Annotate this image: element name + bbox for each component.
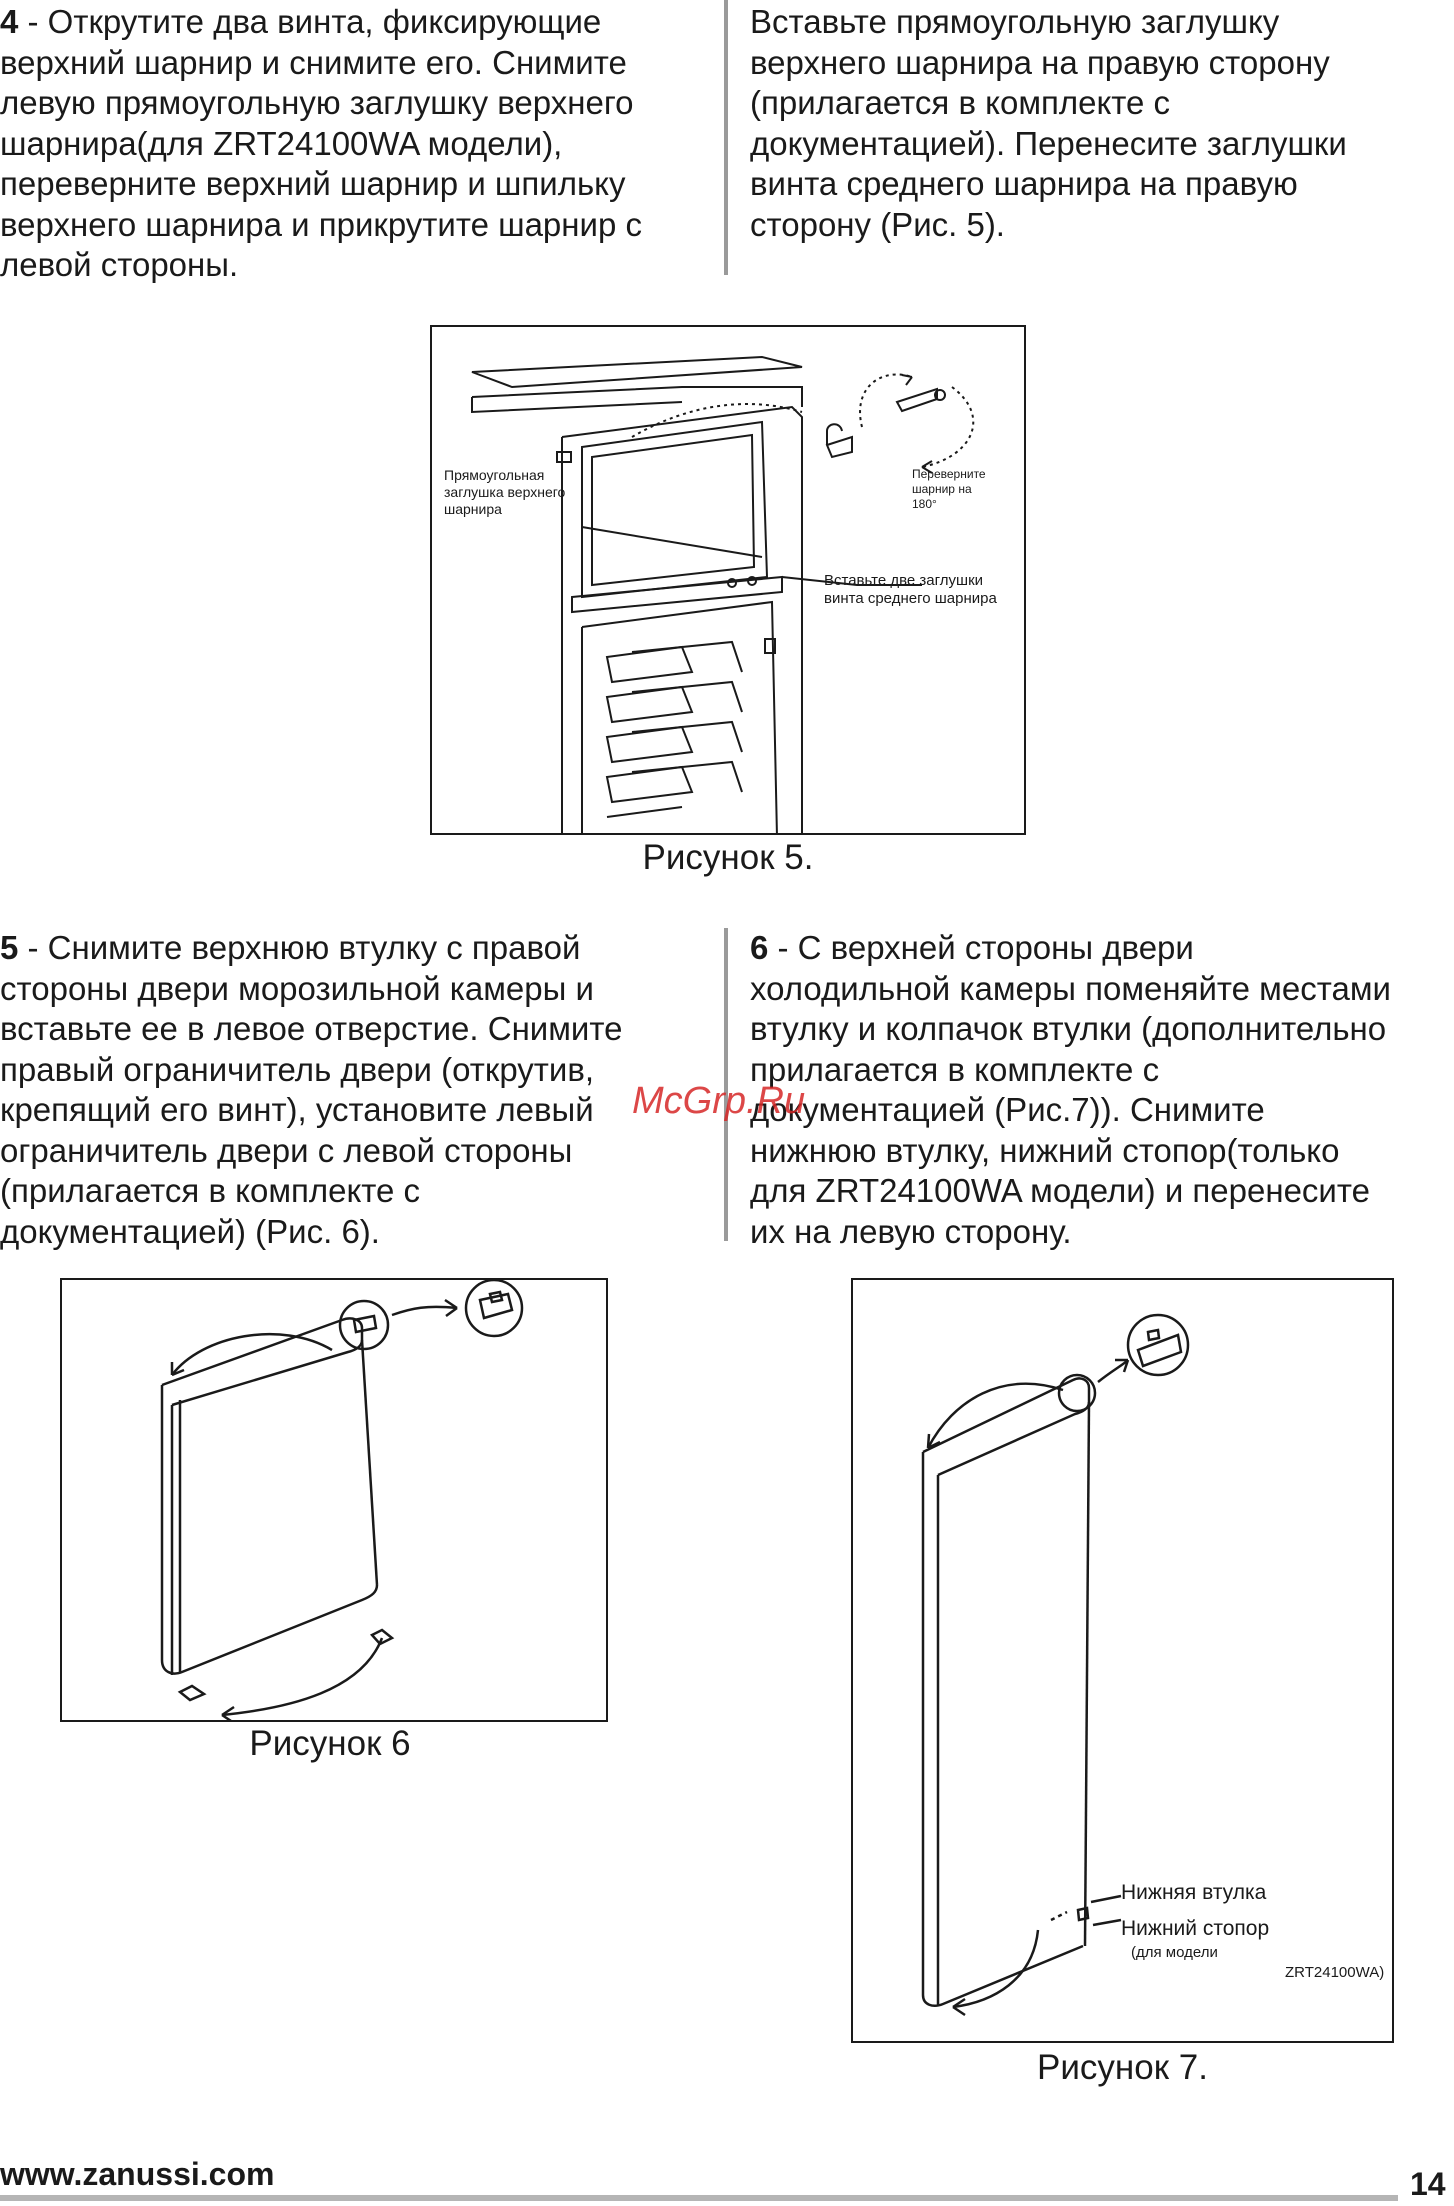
footer-rule <box>0 2195 1398 2201</box>
step-5-text <box>0 928 715 1252</box>
step-6-text <box>750 928 1450 1252</box>
figure-7-label-model-b: ZRT24100WA) <box>1285 1964 1385 1981</box>
figure-7 <box>851 1278 1394 2043</box>
figure-7-label-bushing: Нижняя втулка <box>1121 1881 1267 1904</box>
figure-5 <box>430 325 1026 835</box>
step-6-number: 6 <box>750 929 769 966</box>
figure-6-caption: Рисунок 6 <box>249 1724 411 1763</box>
step-4-body: - Открутите два винта, фиксирующие верхний шарнир и снимите его. Снимите левую прямоугольную заглушку верхнего шарнира(для ZRT24100WA модели), переверните верхний шарнир и шпильку верхнего шарнира и прикрутите шарнир с левой стороны. <box>0 3 642 283</box>
step-4-continued-text: Вставьте прямоугольную заглушку верхнего шарнира на правую сторону (прилагается в комплекте с документацией). Перенесите заглушки винта среднего шарнира на правую сторону (Рис. 5). <box>750 3 1347 243</box>
figure-7-label-model-a: (для модели <box>1131 1944 1218 1961</box>
figure-5-label-flip: Переверните шарнир на 180° <box>912 467 986 511</box>
watermark: McGrp.Ru <box>632 1080 806 1122</box>
step-6-body: - С верхней стороны двери холодильной камеры поменяйте местами втулку и колпачок втулки (дополнительно прилагается в комплекте с документацией (Рис.7)). Снимите нижнюю втулку, нижний стопор(только для ZRT24100WA модели) и перенесите их на левую сторону. <box>750 929 1391 1250</box>
figure-6-drawing <box>62 1280 608 1722</box>
figure-7-label-stopper: Нижний стопор <box>1121 1917 1270 1940</box>
footer-url: www.zanussi.com <box>0 2156 275 2192</box>
column-divider-top <box>724 0 728 275</box>
figure-5-caption: Рисунок 5. <box>642 838 814 877</box>
step-4-text <box>0 2 710 286</box>
step-5-number: 5 <box>0 929 19 966</box>
step-5-body: - Снимите верхнюю втулку с правой стороны двери морозильной камеры и вставьте ее в левое отверстие. Снимите правый ограничитель двери (открутив, крепящий его винт), установите левый ограничитель двери с левой стороны (прилагается в комплекте с документацией) (Рис. 6). <box>0 929 623 1250</box>
figure-5-label-insert: Вставьте две заглушки винта среднего шарнира <box>824 572 997 607</box>
page-number: 14 <box>1410 2166 1446 2202</box>
figure-5-label-plug: Прямоугольная заглушка верхнего шарнира <box>444 467 566 517</box>
figure-7-caption: Рисунок 7. <box>1037 2048 1208 2087</box>
figure-6 <box>60 1278 608 1722</box>
step-4-number: 4 <box>0 3 19 40</box>
